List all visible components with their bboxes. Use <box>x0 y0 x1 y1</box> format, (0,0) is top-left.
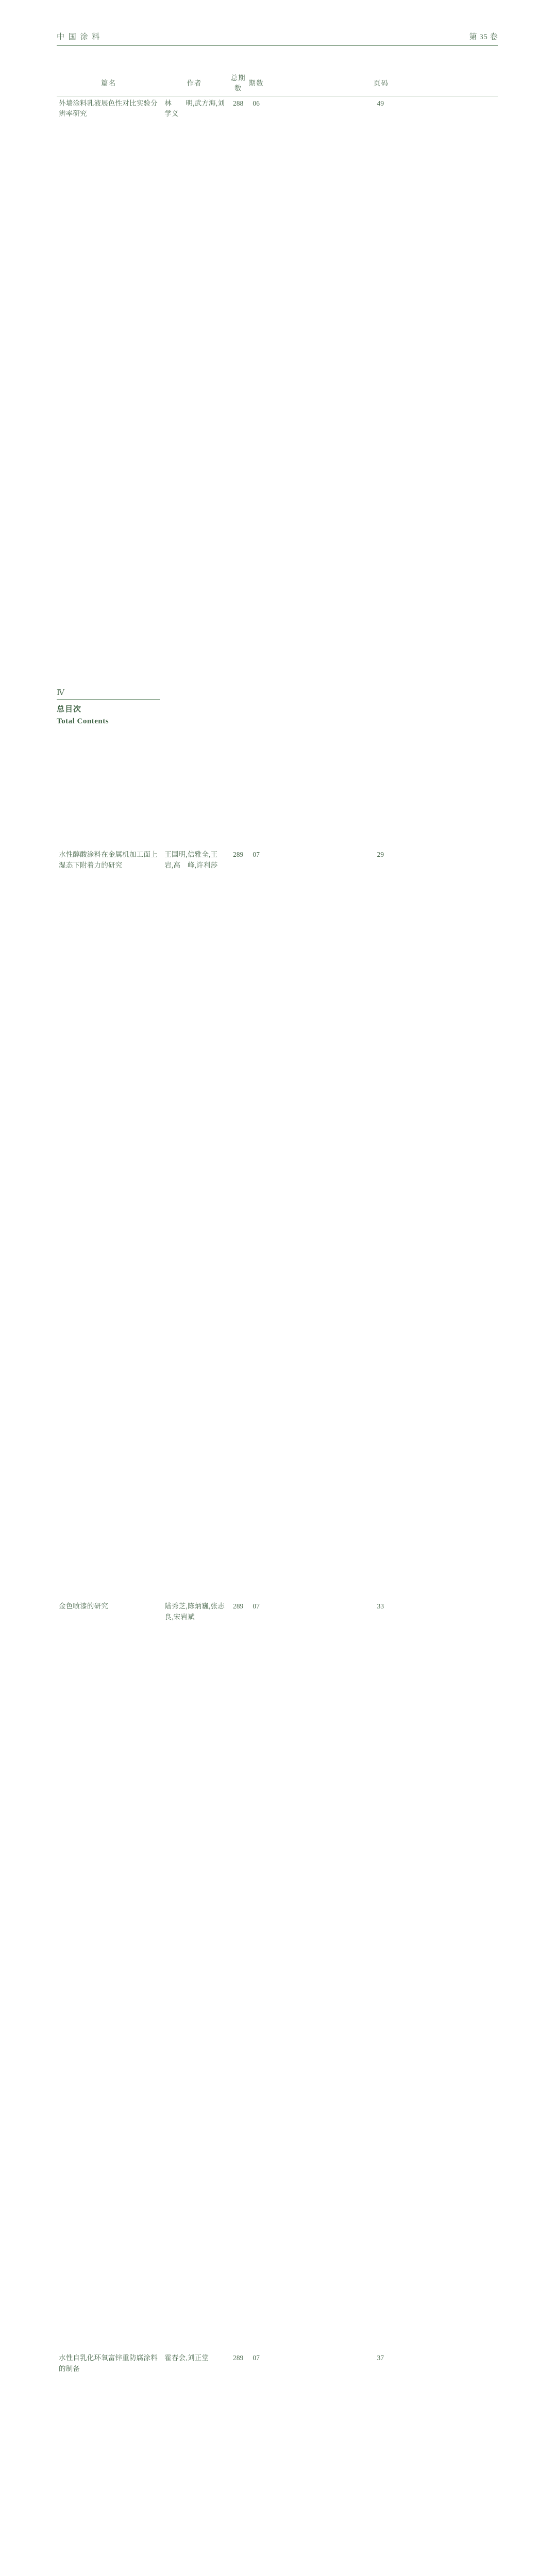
page <box>0 0 554 752</box>
header-journal-name: 中 国 涂 料 <box>57 31 100 42</box>
entry-authors-line1: 陆秀芝,陈炳巍,张志良,宋岩斌 <box>164 1602 225 1621</box>
entry-authors-line1: 王国明,信雅全,王 岩,高 峰,许利莎 <box>164 851 225 869</box>
column-header-issue: 期数 <box>248 72 264 95</box>
column-header-page: 页码 <box>264 72 498 95</box>
column-header-total-issue: 总期数 <box>228 72 248 95</box>
entry-issue: 07 <box>248 848 264 1600</box>
contents-body <box>57 96 498 2576</box>
entry-total-issue: 289 <box>228 2351 248 2576</box>
footer-title-en: Total Contents <box>57 716 498 727</box>
page-header <box>57 31 498 42</box>
entry-authors-line1: 霍春会,刘正堂 <box>164 2354 209 2362</box>
column-header-title: 篇名 <box>57 72 160 95</box>
entry-page: 37 <box>264 2351 498 2576</box>
entry-authors <box>160 848 228 1600</box>
entry-total-issue: 289 <box>228 848 248 1600</box>
entry-total-issue: 289 <box>228 1600 248 2351</box>
table-row <box>57 2351 498 2576</box>
footer-divider <box>57 699 160 700</box>
entry-title: 外墙涂料乳液展色性对比实验分辨率研究 <box>57 96 160 848</box>
page-footer <box>57 688 498 727</box>
entry-page: 49 <box>264 96 498 848</box>
entry-authors-line1: 林 明,武方海,刘学义 <box>164 99 225 118</box>
entry-total-issue: 288 <box>228 96 248 848</box>
entry-title: 金色喷漆的研究 <box>57 1600 160 2351</box>
table-row <box>57 96 498 848</box>
entry-title: 水性醇酸涂料在金属机加工面上湿态下附着力的研究 <box>57 848 160 1600</box>
header-volume: 第 35 卷 <box>469 31 498 42</box>
contents-table <box>57 72 498 2576</box>
folio-number: Ⅳ <box>57 688 498 698</box>
entry-issue: 06 <box>248 96 264 848</box>
entry-issue: 07 <box>248 2351 264 2576</box>
table-row <box>57 848 498 1600</box>
table-header-row <box>57 72 498 95</box>
entry-issue: 07 <box>248 1600 264 2351</box>
column-header-authors: 作者 <box>160 72 228 95</box>
entry-page: 33 <box>264 1600 498 2351</box>
entry-page: 29 <box>264 848 498 1600</box>
entry-authors <box>160 2351 228 2576</box>
entry-authors <box>160 96 228 848</box>
header-divider <box>57 45 498 46</box>
footer-title-cn: 总目次 <box>57 704 498 716</box>
entry-title: 水性自乳化环氧富锌重防腐涂料的制备 <box>57 2351 160 2576</box>
table-row <box>57 1600 498 2351</box>
entry-authors <box>160 1600 228 2351</box>
